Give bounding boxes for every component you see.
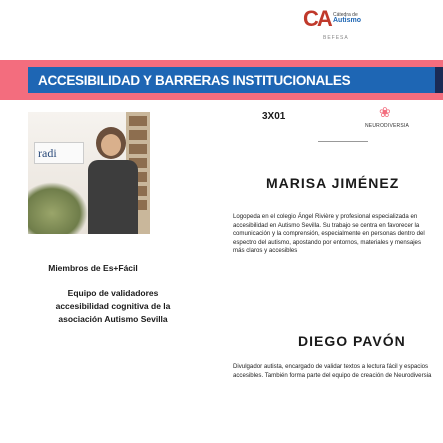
person-bio-marisa: Logopeda en el colegio Ángel Rivière y profesional especializada en accesibilidad en Autismo Sevilla. Su trabajo se centra en favorecer la comunicación y la comprensión, especialmente en personas dentro del espectro del autismo, apostando por entornos, materiales y mensajes más claros y accesibles: [233, 213, 425, 255]
brain-icon: ❀: [379, 104, 391, 120]
divider: [318, 141, 368, 142]
catedra-autismo-logo: [303, 8, 383, 46]
logo-mark: CA: [303, 6, 331, 31]
photo-sign: [34, 142, 84, 164]
page-title: ACCESIBILIDAD Y BARRERAS INSTITUCIONALES: [38, 73, 351, 88]
person-bio-diego: Divulgador autista, encargado de validar textos a lectura fácil y espacios accesibles. También forma parte del equipo de creación de Neurodiversia: [233, 363, 432, 379]
photo-person-body: [88, 160, 138, 234]
episode-number: 3X01: [262, 111, 286, 122]
photo-person-face: [101, 134, 121, 156]
person-name-marisa: MARISA JIMÉNEZ: [266, 175, 400, 191]
logo-sub: BEFESA: [323, 35, 349, 41]
title-banner: [0, 60, 443, 100]
logo-line1: Cátedra de: [333, 12, 358, 18]
photo-sign-text: radi: [38, 146, 57, 160]
title-banner-tail: [435, 67, 443, 93]
logo-text: [333, 12, 361, 24]
neurodiversia-logo: [365, 104, 409, 134]
person-name-diego: DIEGO PAVÓN: [298, 333, 406, 349]
caption-members: Miembros de Es+Fácil: [48, 263, 138, 273]
caption-validators: Equipo de validadores accesibilidad cognitiva de la asociación Autismo Sevilla: [55, 288, 171, 324]
guest-photo: [28, 112, 150, 234]
neurodiversia-label: NEURODIVERSIA: [365, 123, 409, 129]
logo-line2: Autismo: [333, 17, 361, 24]
photo-plant: [28, 182, 88, 234]
